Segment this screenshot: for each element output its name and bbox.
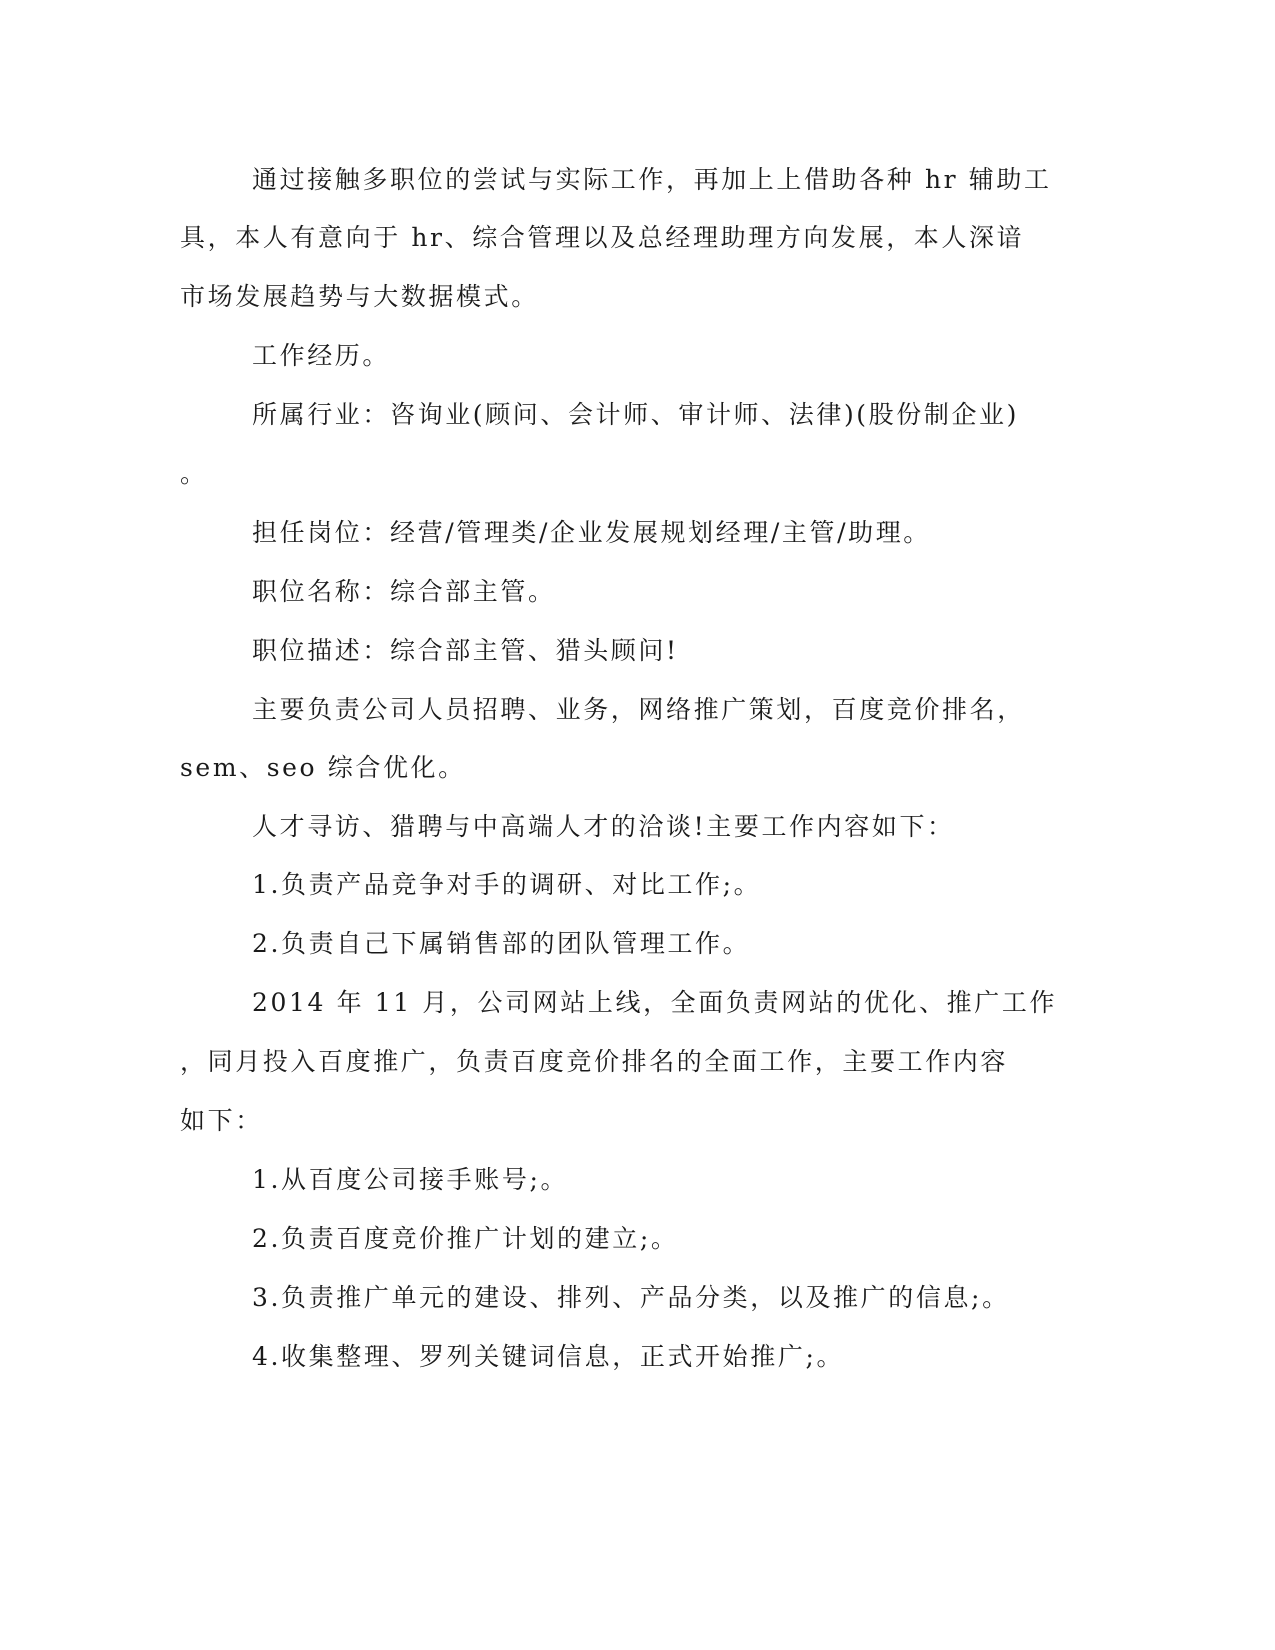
list-item: 2.负责百度竞价推广计划的建立;。 (252, 1224, 679, 1253)
paragraph-line: 2014 年 11 月，公司网站上线，全面负责网站的优化、推广工作 (252, 988, 1058, 1017)
paragraph-line: 。 (180, 459, 208, 488)
paragraph-line: 具，本人有意向于 hr、综合管理以及总经理助理方向发展，本人深谙 (180, 223, 1025, 252)
list-item: 1.负责产品竞争对手的调研、对比工作;。 (252, 870, 762, 899)
paragraph-line: ，同月投入百度推广，负责百度竞价排名的全面工作，主要工作内容 (180, 1047, 1009, 1076)
list-item: 4.收集整理、罗列关键词信息，正式开始推广;。 (252, 1342, 845, 1371)
paragraph-line: 职位名称：综合部主管。 (252, 577, 556, 606)
paragraph-line: 职位描述：综合部主管、猎头顾问! (252, 636, 679, 665)
paragraph-line: 人才寻访、猎聘与中高端人才的洽谈!主要工作内容如下： (252, 812, 955, 841)
list-item: 1.从百度公司接手账号;。 (252, 1165, 569, 1194)
paragraph-line: 担任岗位：经营/管理类/企业发展规划经理/主管/助理。 (252, 518, 931, 547)
list-item: 2.负责自己下属销售部的团队管理工作。 (252, 929, 751, 958)
paragraph-line: 所属行业：咨询业(顾问、会计师、审计师、法律)(股份制企业) (252, 400, 1020, 429)
section-heading: 工作经历。 (252, 341, 391, 370)
paragraph-line: 如下： (180, 1106, 263, 1135)
list-item: 3.负责推广单元的建设、排列、产品分类，以及推广的信息;。 (252, 1283, 1010, 1312)
paragraph-line: 主要负责公司人员招聘、业务，网络推广策划，百度竞价排名， (252, 695, 1025, 724)
paragraph-line: sem、seo 综合优化。 (180, 753, 466, 782)
paragraph-line: 通过接触多职位的尝试与实际工作，再加上上借助各种 hr 辅助工 (252, 165, 1052, 194)
paragraph-line: 市场发展趋势与大数据模式。 (180, 282, 539, 311)
